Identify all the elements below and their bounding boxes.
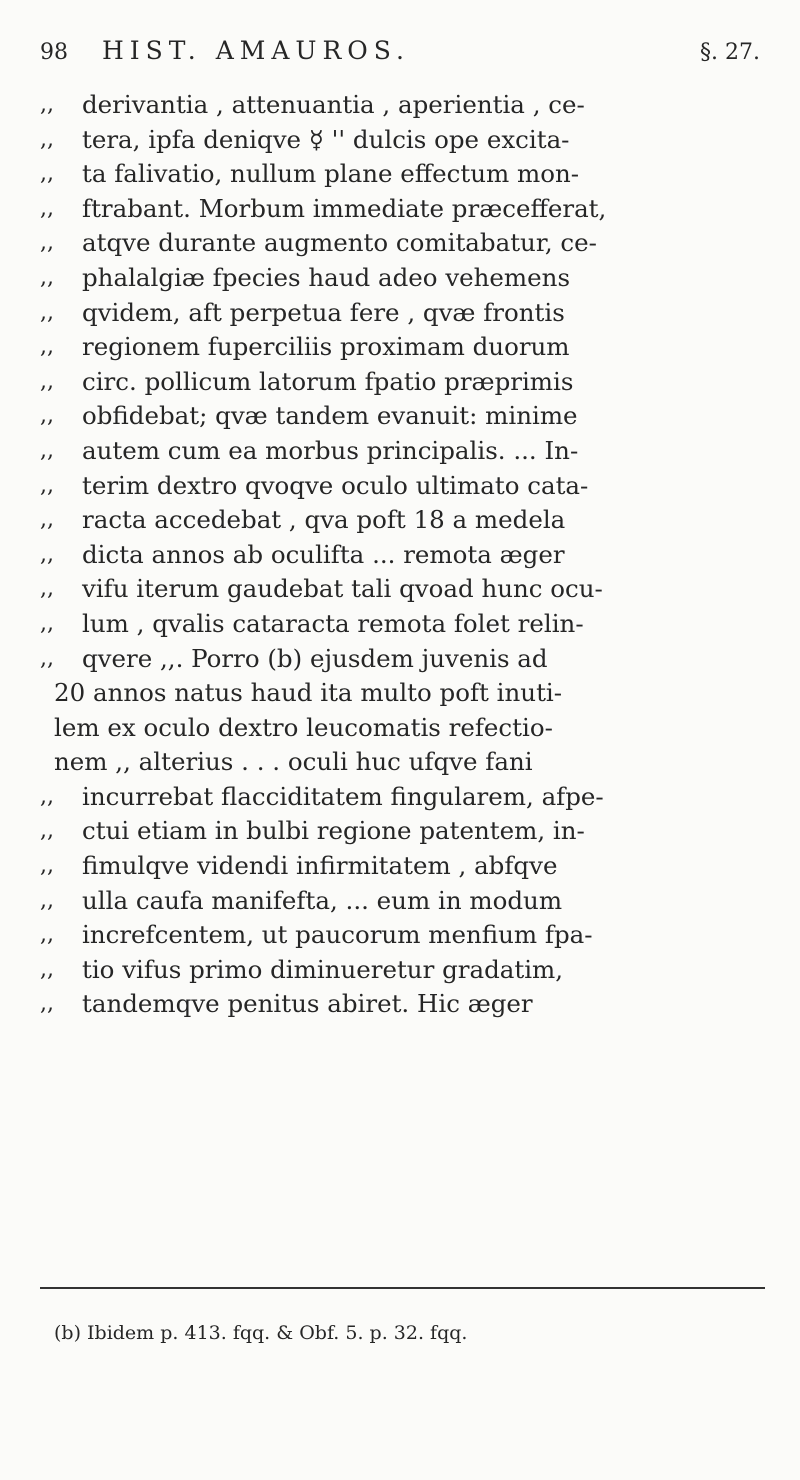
line-text: qvidem, aft perpetua fere , qvæ frontis: [82, 297, 565, 327]
line-text: lem ex oculo dextro leucomatis refectio-: [54, 712, 553, 742]
quotation-mark: ,,: [40, 887, 54, 913]
text-line: [40, 226, 765, 261]
text-line: [40, 572, 765, 607]
quotation-mark: ,,: [40, 541, 54, 567]
quotation-mark: ,,: [40, 264, 54, 290]
text-line: [40, 642, 765, 677]
quotation-mark: ,,: [40, 507, 54, 533]
text-line: [40, 918, 765, 953]
quotation-mark: ,,: [40, 645, 54, 671]
quotation-mark: ,,: [40, 126, 54, 152]
quotation-mark: ,,: [40, 818, 54, 844]
text-line: [40, 607, 765, 642]
text-line: [40, 365, 765, 400]
footnote: (b) Ibidem p. 413. fqq. & Obf. 5. p. 32. fqq.: [54, 1322, 468, 1344]
text-line: [40, 296, 765, 331]
quotation-mark: ,,: [40, 334, 54, 360]
text-line: [40, 434, 765, 469]
quotation-mark: ,,: [40, 610, 54, 636]
line-text: nem ,, alterius . . . oculi huc ufqve fani: [54, 747, 533, 777]
text-line: [40, 538, 765, 573]
quotation-mark: ,,: [40, 576, 54, 602]
text-line: [40, 192, 765, 227]
quotation-mark: ,,: [40, 956, 54, 982]
quotation-mark: ,,: [40, 161, 54, 187]
text-line: [40, 88, 765, 123]
line-text: incurrebat flacciditatem fingularem, afpe-: [82, 781, 604, 811]
text-line: [40, 884, 765, 919]
line-text: ulla caufa manifefta, ... eum in modum: [82, 885, 563, 915]
text-line: [40, 987, 765, 1022]
line-text: qvere ,,. Porro (b) ejusdem juvenis ad: [82, 643, 548, 673]
line-text: phalalgiæ fpecies haud adeo vehemens: [82, 262, 571, 292]
line-text: atqve durante augmento comitabatur, ce-: [82, 228, 597, 258]
line-text: regionem fuperciliis proximam duorum: [82, 332, 570, 362]
text-line: [40, 157, 765, 192]
line-text: circ. pollicum latorum fpatio præprimis: [82, 366, 574, 396]
text-line: [40, 503, 765, 538]
line-text: ctui etiam in bulbi regione patentem, in-: [82, 816, 585, 846]
text-line: [40, 469, 765, 504]
line-text: vifu iterum gaudebat tali qvoad hunc ocu-: [82, 574, 603, 604]
text-line: [40, 849, 765, 884]
quotation-mark: ,,: [40, 472, 54, 498]
quotation-mark: ,,: [40, 437, 54, 463]
line-text: tandemqve penitus abiret. Hic æger: [82, 989, 533, 1019]
quotation-mark: ,,: [40, 368, 54, 394]
quotation-mark: ,,: [40, 230, 54, 256]
section-number: §. 27.: [700, 40, 760, 65]
body-text: [40, 88, 765, 1022]
line-text: ta falivatio, nullum plane effectum mon-: [82, 159, 580, 189]
line-text: racta accedebat , qva poft 18 a medela: [82, 505, 566, 535]
line-text: fimulqve videndi infirmitatem , abfqve: [82, 851, 558, 881]
line-text: lum , qvalis cataracta remota folet relin-: [82, 608, 584, 638]
line-text: dicta annos ab oculifta ... remota æger: [82, 539, 565, 569]
line-text: autem cum ea morbus principalis. ... In-: [82, 435, 579, 465]
text-line: [40, 745, 765, 780]
page-number: 98: [40, 40, 68, 65]
line-text: terim dextro qvoqve oculo ultimato cata-: [82, 470, 589, 500]
text-line: [40, 814, 765, 849]
text-line: [40, 399, 765, 434]
quotation-mark: ,,: [40, 299, 54, 325]
footnote-divider: [40, 1287, 765, 1289]
quotation-mark: ,,: [40, 783, 54, 809]
text-line: [40, 676, 765, 711]
quotation-mark: ,,: [40, 403, 54, 429]
text-line: [40, 780, 765, 815]
line-text: 20 annos natus haud ita multo poft inuti-: [54, 678, 563, 708]
text-line: [40, 123, 765, 158]
quotation-mark: ,,: [40, 92, 54, 117]
text-line: [40, 711, 765, 746]
page-header: [40, 36, 760, 76]
quotation-mark: ,,: [40, 991, 54, 1017]
line-text: ftrabant. Morbum immediate præcefferat,: [82, 193, 607, 223]
line-text: obfidebat; qvæ tandem evanuit: minime: [82, 401, 578, 431]
text-line: [40, 330, 765, 365]
line-text: increfcentem, ut paucorum menfium fpa-: [82, 920, 593, 950]
running-title: HIST. AMAUROS.: [102, 36, 410, 65]
text-line: [40, 953, 765, 988]
line-text: tera, ipfa deniqve ☿ '' dulcis ope excita-: [82, 124, 570, 154]
quotation-mark: ,,: [40, 195, 54, 221]
text-line: [40, 261, 765, 296]
quotation-mark: ,,: [40, 853, 54, 879]
quotation-mark: ,,: [40, 922, 54, 948]
line-text: derivantia , attenuantia , aperientia , ce-: [82, 90, 585, 119]
line-text: tio vifus primo diminueretur gradatim,: [82, 954, 564, 984]
